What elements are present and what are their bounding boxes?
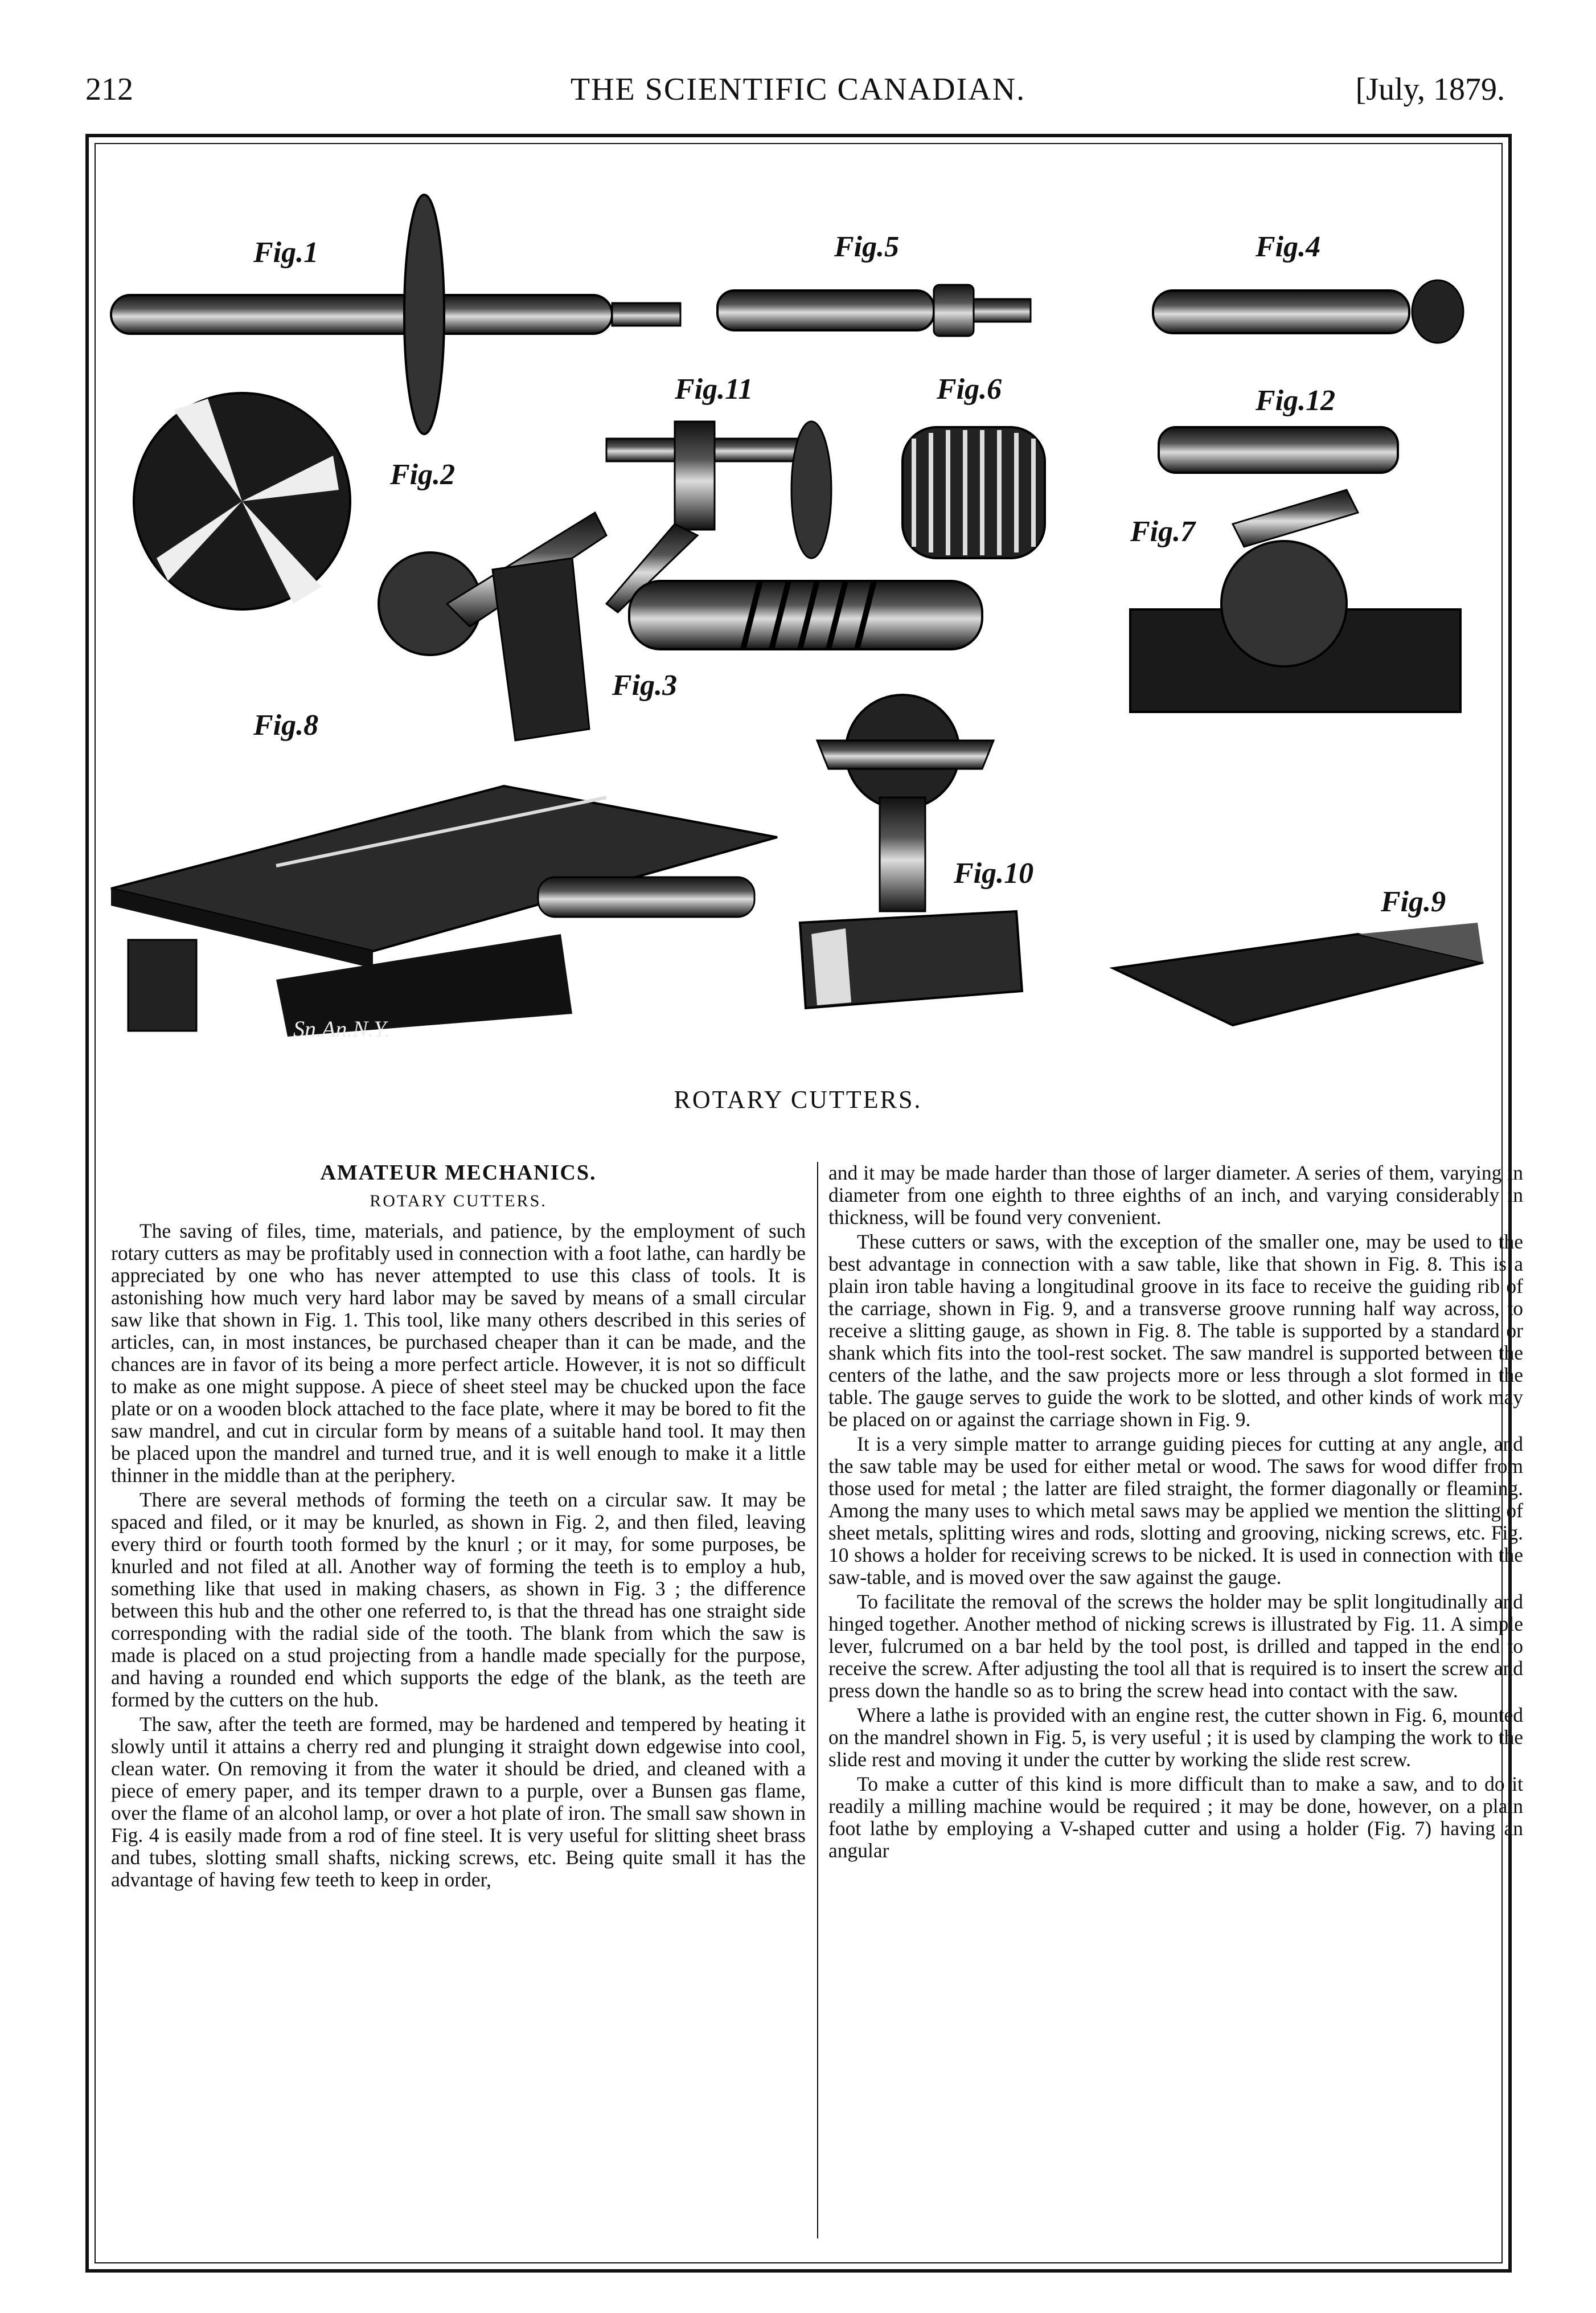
column-divider [817, 1162, 818, 2238]
fig11-label: Fig.11 [675, 373, 753, 406]
paragraph: To facilitate the removal of the screws the holder may be split longitudinally and hinged together. Another method of nicking screws is illustrated by Fig. 11. A simple lever, fulcrumed on a bar held by the tool post, is drilled and tapped in the end to receive the screw. After adjusting the tool all that is required is to insert the screw and press down the handle so as to bring the screw head into contact with the saw. [828, 1590, 1523, 1702]
article-left-column [111, 1162, 806, 1893]
paragraph: Where a lathe is provided with an engine rest, the cutter shown in Fig. 6, mounted on the mandrel shown in Fig. 5, is very useful ; it is used by clamping the work to the slide rest and moving it under the cutter by working the slide rest screw. [828, 1704, 1523, 1771]
paragraph: The saving of files, time, materials, and patience, by the employment of such rotary cutters as may be profitably used in connection with a foot lathe, can hardly be appreciated by one who has never attempted to use this class of tools. It is astonishing how much very hard labor may be saved by means of a small circular saw like that shown in Fig. 1. This tool, like many others described in this series of articles, can, in most instances, be purchased cheaper than it can be made, and the chances are in favor of its being a more perfect article. However, it is not so difficult to make as one might suppose. A piece of sheet steel may be chucked upon the face plate or on a wooden block attached to the face plate, where it may be bored to fit the saw mandrel, and cut in circular form by means of a suitable hand tool. It may then be placed upon the mandrel and turned true, and it is well enough to make it a little thinner in the middle than at the periphery. [111, 1219, 806, 1487]
article-subtitle: ROTARY CUTTERS. [370, 1192, 547, 1210]
paragraph: It is a very simple matter to arrange guiding pieces for cutting at any angle, and the saw table may be used for either metal or wood. The saws for wood differ from those used for metal ; the latter are filed straight, the former diagonally or fleaming. Among the many uses to which metal saws may be applied we mention the slitting of sheet metals, splitting wires and rods, slotting and grooving, nicking screws, etc. Fig. 10 shows a holder for receiving screws to be nicked. It is used in connection with the saw-table, and is moved over the saw against the gauge. [828, 1432, 1523, 1589]
fig1-saw-mandrel [111, 195, 680, 434]
fig4-label: Fig.4 [1256, 231, 1321, 263]
fig2-knurled-disc [134, 393, 606, 740]
fig5-cutter-mandrel [717, 285, 1031, 336]
fig8-saw-table [111, 786, 777, 1037]
fig8-label: Fig.8 [253, 709, 319, 742]
fig9-carriage [1113, 923, 1483, 1025]
fig1-label: Fig.1 [253, 236, 319, 269]
page-number: 212 [85, 72, 133, 107]
rotary-cutters-illustration [105, 171, 1489, 1065]
paragraph: The saw, after the teeth are formed, may be hardened and tempered by heating it slowly until it attains a cherry red and plunging it straight down edgewise into cool, clean water. On removing it from the water it should be dried, and cleaned with a piece of emery paper, and its temper drawn to a purple, over a Bunsen gas flame, over the flame of an alcohol lamp, or over a hot plate of iron. The small saw shown in Fig. 4 is easily made from a rod of fine steel. It is very useful for slitting sheet brass and tubes, slotting small shafts, nicking screws, etc. Being quite small it has the advantage of having few teeth to keep in order, [111, 1713, 806, 1891]
article-title: AMATEUR MECHANICS. [320, 1161, 597, 1185]
fig2-label: Fig.2 [390, 458, 456, 491]
illustration-caption: ROTARY CUTTERS. [674, 1086, 922, 1113]
fig12-bar [1159, 427, 1398, 473]
fig10-screw-holder [800, 911, 1022, 1008]
fig6-milling-cutter [902, 427, 1045, 558]
fig3-label: Fig.3 [612, 669, 678, 702]
fig9-label: Fig.9 [1381, 886, 1446, 918]
paragraph: These cutters or saws, with the exception of the smaller one, may be used to the best advantage in connection with a saw table, like that shown in Fig. 8. This is a plain iron table having a longitudinal groove in its face to receive the guiding rib of the carriage, shown in Fig. 9, and a transverse groove running half way across, to receive a slitting gauge, as shown in Fig. 8. The table is supported by a standard or shank which fits into the tool-rest socket. The saw mandrel is supported between the centers of the lathe, and the saw projects more or less through a slot formed in the table. The gauge serves to guide the work to be slotted, and other kinds of work may be placed on or against the carriage shown in Fig. 9. [828, 1230, 1523, 1431]
paragraph: To make a cutter of this kind is more difficult than to make a saw, and to do it readily a milling machine would be required ; it may be done, however, on a plain foot lathe by employing a V-shaped cutter and using a holder (Fig. 7) having an angular [828, 1772, 1523, 1862]
fig6-label: Fig.6 [937, 373, 1002, 406]
fig12-label: Fig.12 [1256, 384, 1336, 417]
journal-title: THE SCIENTIFIC CANADIAN. [570, 72, 1026, 107]
fig5-label: Fig.5 [834, 231, 900, 263]
fig4-small-saw [1153, 280, 1463, 343]
fig7-label: Fig.7 [1130, 515, 1196, 548]
fig10-label: Fig.10 [954, 857, 1034, 890]
paragraph: There are several methods of forming the teeth on a circular saw. It may be spaced and filed, or it may be knurled, as shown in Fig. 2, and then filed, leaving every third or fourth tooth formed by the knurl ; or it may, for some purposes, be knurled and not filed at all. Another way of forming the teeth is to employ a hub, something like that used in making chasers, as shown in Fig. 3 ; the difference between this hub and the other one referred to, is that the thread has one straight side corresponding with the radial side of the tooth. The blank from which the saw is made is placed on a stud projecting from a handle made specially for the purpose, and having a rounded end which supports the edge of the blank, as the teeth are formed by the cutters on the hub. [111, 1488, 806, 1711]
engraver-signature: Sn.An.N.Y. [293, 1016, 390, 1042]
issue-date: [July, 1879. [1355, 72, 1505, 107]
article-right-column [828, 1162, 1523, 1864]
paragraph: and it may be made harder than those of larger diameter. A series of them, varying in diameter from one eighth to three eighths of an inch, and varying considerably in thickness, will be found very convenient. [828, 1161, 1523, 1229]
